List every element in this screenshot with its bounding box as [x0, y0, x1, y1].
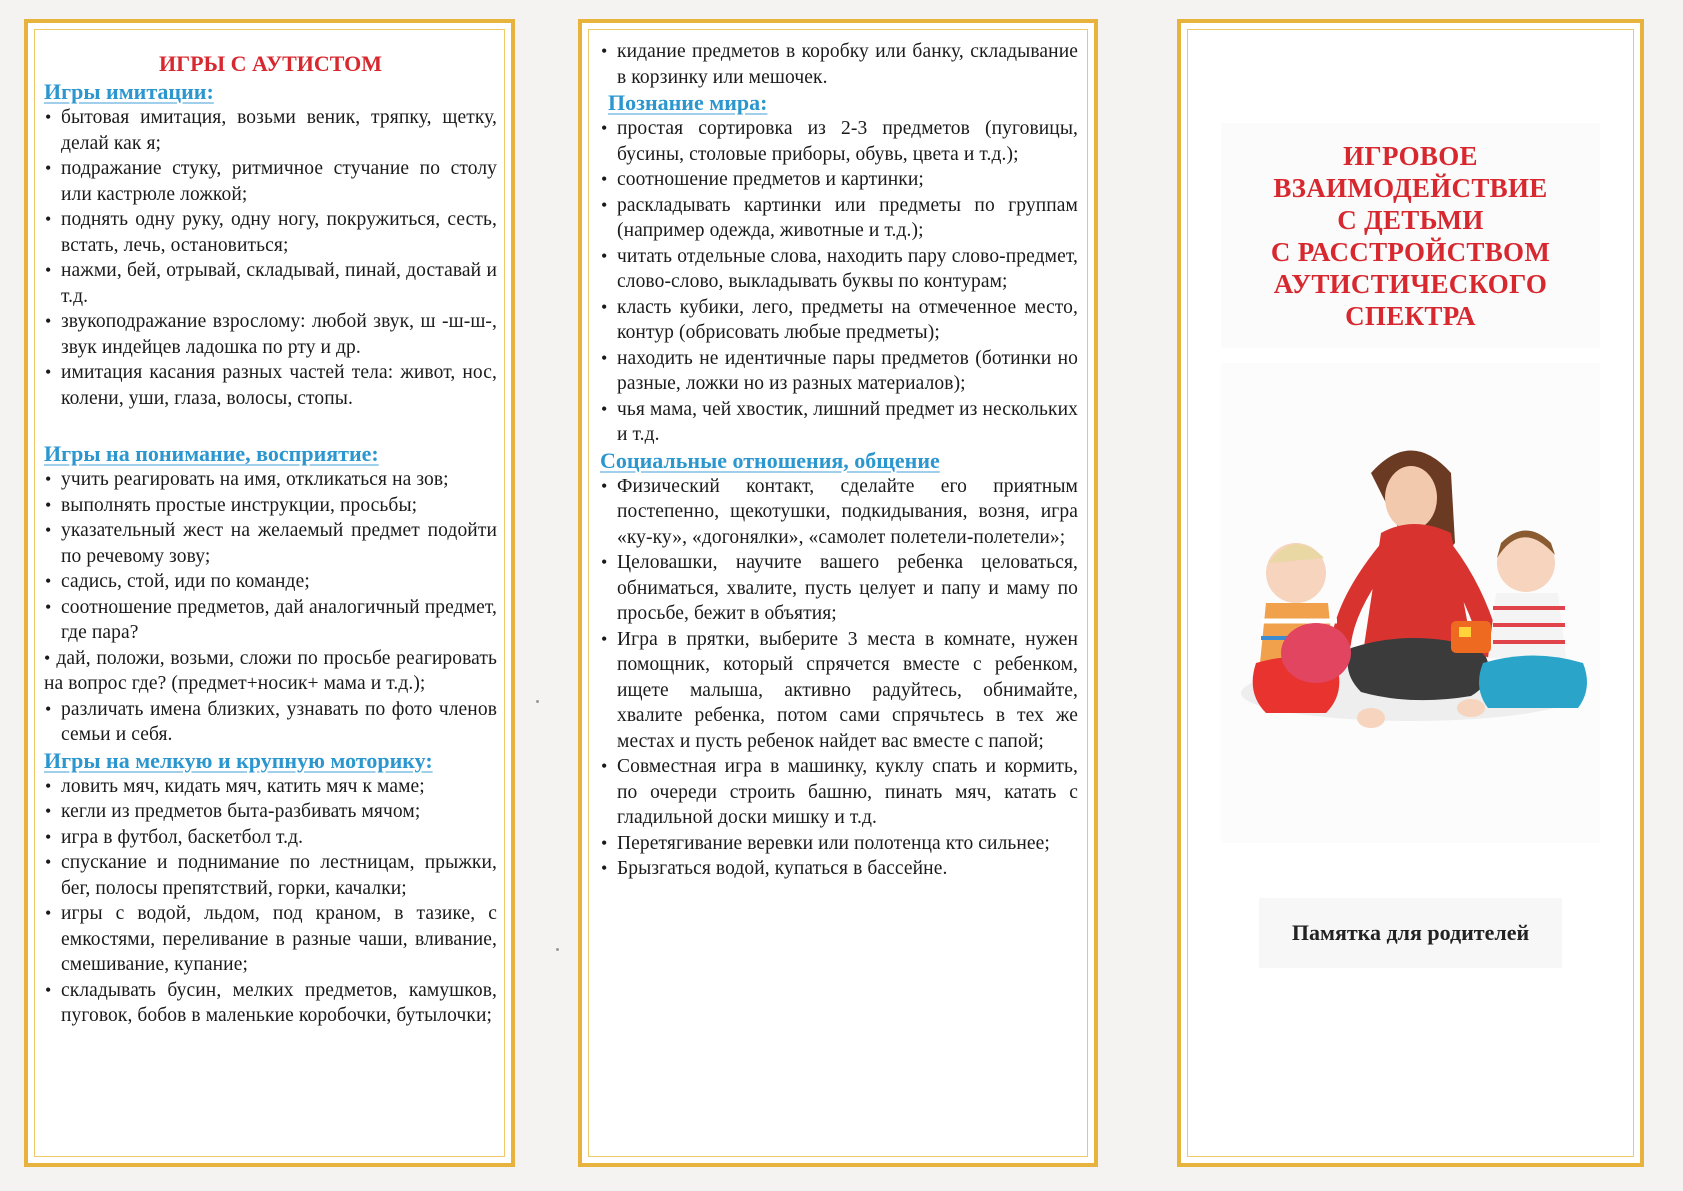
- scan-speck: [556, 948, 559, 951]
- list-item: • класть кубики, лего, предметы на отмеченное место, контур (обрисовать любые предметы);: [600, 295, 1078, 346]
- list-item: • игра в футбол, баскетбол т.д.: [44, 825, 497, 851]
- list-item: • кегли из предметов быта-разбивать мячом;: [44, 799, 497, 825]
- section-heading-world: Познание мира:: [608, 90, 768, 115]
- cover-title-line: ВЗАИМОДЕЙСТВИЕ: [1273, 172, 1548, 203]
- middle-panel-content: [600, 39, 1078, 882]
- scan-speck: [536, 700, 539, 703]
- section-heading-motor: Игры на мелкую и крупную моторику:: [44, 747, 433, 773]
- list-item: • Целовашки, научите вашего ребенка целоваться, обниматься, хвалите, пусть целует и папу и маму по просьбе, бежит в объятия;: [600, 550, 1078, 627]
- list-item: • учить реагировать на имя, откликаться на зов;: [44, 467, 497, 493]
- mother-figure: [1341, 451, 1491, 701]
- middle-panel: [578, 19, 1098, 1167]
- cover-title: [1271, 140, 1550, 332]
- list-item: • Физический контакт, сделайте его приятным постепенно, щекотушки, подкидывания, возня, игра «ку-ку», «догонялки», «самолет полетели-полетели»;: [600, 474, 1078, 551]
- panel1-title: ИГРЫ С АУТИСТОМ: [158, 51, 383, 76]
- list-item: • читать отдельные слова, находить пару слово-предмет, слово-слово, выкладывать буквы по контурам;: [600, 244, 1078, 295]
- cover-panel: [1177, 19, 1644, 1167]
- left-panel: [24, 19, 515, 1167]
- list-item: • чья мама, чей хвостик, лишний предмет из нескольких и т.д.: [600, 397, 1078, 448]
- list-item: • игры с водой, льдом, под краном, в тазике, с емкостями, переливание в разные чаши, вливание, смешивание, купание;: [44, 901, 497, 978]
- mother-children-illustration: [1221, 363, 1608, 843]
- list-item: • поднять одну руку, одну ногу, покружиться, сесть, встать, лечь, остановиться;: [44, 207, 497, 258]
- world-list: [600, 116, 1078, 448]
- imitation-list: [44, 105, 497, 411]
- list-item: • Брызгаться водой, купаться в бассейне.: [600, 856, 1078, 882]
- understanding-list: [44, 467, 497, 748]
- cover-title-line: ИГРОВОЕ: [1343, 140, 1478, 171]
- list-item: • звукоподражание взрослому: любой звук, ш -ш-ш-, звук индейцев ладошка по рту и др.: [44, 309, 497, 360]
- list-item: • кидание предметов в коробку или банку, складывание в корзинку или мешочек.: [600, 39, 1078, 90]
- section-heading-imitation: Игры имитации:: [44, 79, 214, 104]
- list-item: • нажми, бей, отрывай, складывай, пинай, доставай и т.д.: [44, 258, 497, 309]
- list-item: • соотношение предметов и картинки;: [600, 167, 1078, 193]
- list-item: • выполнять простые инструкции, просьбы;: [44, 493, 497, 519]
- social-list: [600, 474, 1078, 882]
- list-item: • простая сортировка из 2-3 предметов (пуговицы, бусины, столовые приборы, обувь, цвета и т.д.);: [600, 116, 1078, 167]
- list-item: • спускание и поднимание по лестницам, прыжки, бег, полосы препятствий, горки, качалки;: [44, 850, 497, 901]
- cover-title-line: СПЕКТРА: [1345, 300, 1476, 331]
- list-item: • находить не идентичные пары предметов (ботинки но разные, ложки но из разных материалов);: [600, 346, 1078, 397]
- memo-caption: Памятка для родителей: [1259, 898, 1562, 968]
- list-item: • имитация касания разных частей тела: живот, нос, колени, уши, глаза, волосы, стопы.: [44, 360, 497, 411]
- list-item: • подражание стуку, ритмичное стучание по столу или кастрюле ложкой;: [44, 156, 497, 207]
- cover-title-line: С РАССТРОЙСТВОМ: [1270, 236, 1551, 267]
- list-item: • раскладывать картинки или предметы по группам (например одежда, животные и т.д.);: [600, 193, 1078, 244]
- list-item: • различать имена близких, узнавать по фото членов семьи и себя.: [44, 697, 497, 748]
- intro-list: [600, 39, 1078, 90]
- list-item: • Совместная игра в машинку, куклу спать и кормить, по очереди строить башню, пинать мяч, катать с гладильной доски мишку и т.д.: [600, 754, 1078, 831]
- cover-title-line: С ДЕТЬМИ: [1337, 204, 1484, 235]
- list-item: • соотношение предметов, дай аналогичный предмет, где пара?: [44, 595, 497, 646]
- list-item: • бытовая имитация, возьми веник, тряпку, щетку, делай как я;: [44, 105, 497, 156]
- list-item: • ловить мяч, кидать мяч, катить мяч к маме;: [44, 774, 497, 800]
- cover-title-block: [1221, 123, 1600, 348]
- cover-title-line: АУТИСТИЧЕСКОГО: [1273, 268, 1548, 299]
- motor-list: [44, 774, 497, 1029]
- list-item: • садись, стой, иди по команде;: [44, 569, 497, 595]
- list-item: • Игра в прятки, выберите 3 места в комнате, нужен помощник, который спрячется вместе с ребенком, ищете малыша, активно радуйтесь, обнимайте, хвалите ребенка, потом сами спрячьтесь в тех же местах и пусть ребенок найдет вас вместе с папой;: [600, 627, 1078, 755]
- section-heading-social: Социальные отношения, общение: [600, 447, 940, 473]
- list-item: • складывать бусин, мелких предметов, камушков, пуговок, бобов в маленькие коробочки, бутылочки;: [44, 978, 497, 1029]
- list-item: • указательный жест на желаемый предмет подойти по речевому зову;: [44, 518, 497, 569]
- cover-photo: [1221, 363, 1600, 843]
- left-panel-content: [44, 31, 497, 1029]
- list-item: • Перетягивание веревки или полотенца кто сильнее;: [600, 831, 1078, 857]
- list-item: • дай, положи, возьми, сложи по просьбе реагировать на вопрос где? (предмет+носик+ мама и т.д.);: [44, 646, 497, 697]
- section-heading-understanding: Игры на понимание, восприятие:: [44, 441, 379, 466]
